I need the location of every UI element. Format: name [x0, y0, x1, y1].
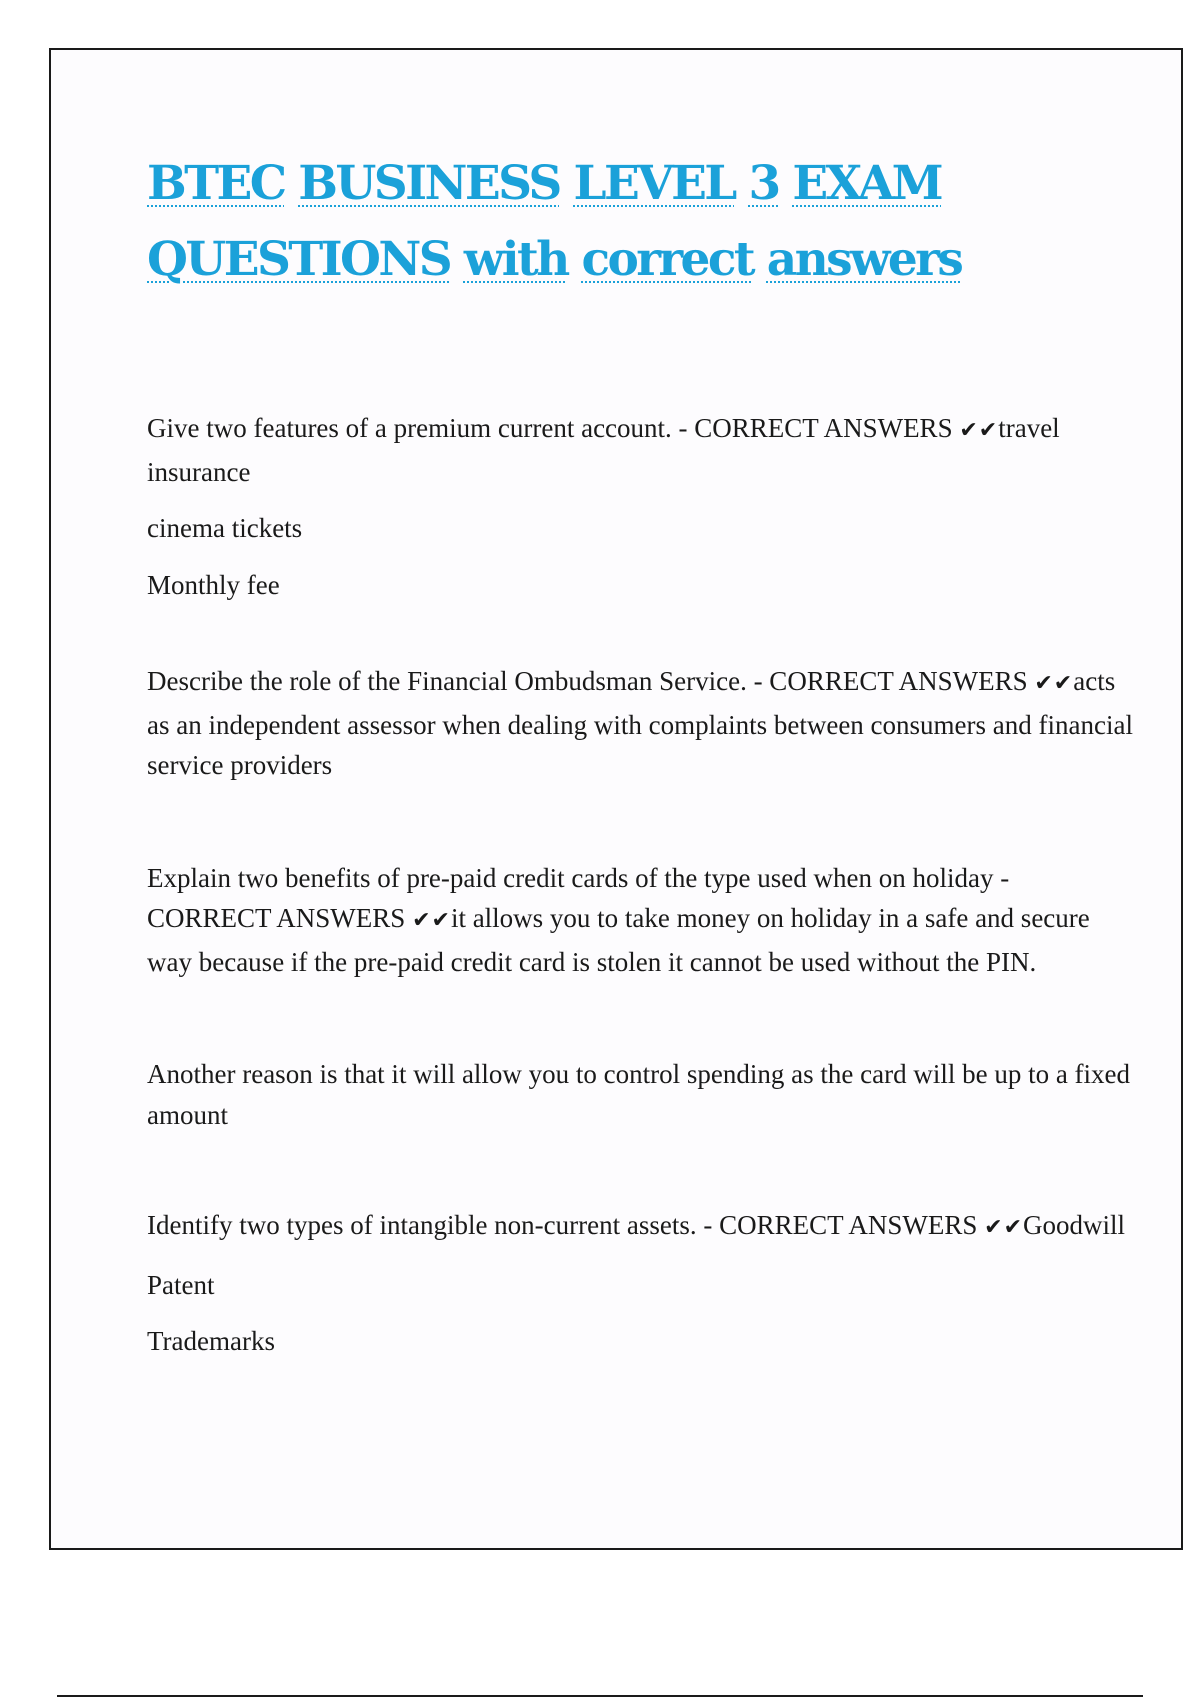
- title-word: BTEC: [147, 156, 285, 211]
- title-word: 3: [748, 156, 779, 211]
- answer-text: travel insurance: [147, 413, 1060, 487]
- question-text: Identify two types of intangible non-current assets. - CORRECT ANSWERS: [147, 1210, 978, 1240]
- answer-text: acts as an independent assessor when dealing with complaints between consumers and financial service providers: [147, 666, 1133, 780]
- double-check-icon: ✔✔: [984, 1215, 1024, 1240]
- answer-extra-line: Monthly fee: [147, 569, 280, 600]
- document-content: [147, 146, 1137, 1362]
- qa-item: [147, 661, 1137, 786]
- answer-text: Goodwill: [1023, 1210, 1126, 1240]
- qa-item: [147, 858, 1137, 983]
- question-text: Explain two benefits of pre-paid credit cards of the type used when on holiday - CORRECT ANSWERS: [147, 862, 1010, 933]
- qa-text: [147, 1205, 1137, 1249]
- title-word: answers: [766, 232, 962, 287]
- qa-text: [147, 858, 1137, 983]
- title-word: correct: [581, 232, 753, 287]
- answer-extra-line: cinema tickets: [147, 513, 303, 543]
- answer-extra-line: Trademarks: [147, 1326, 275, 1356]
- qa-item: [147, 408, 1137, 605]
- title-word: QUESTIONS: [147, 232, 451, 287]
- next-page-edge: [57, 1695, 1143, 1697]
- qa-text: [147, 661, 1137, 786]
- qa-text: [147, 408, 1137, 492]
- continuation-text: Another reason is that it will allow you to control spending as the card will be up to a fixed amount: [147, 1059, 1131, 1130]
- qa-list: [147, 408, 1137, 1362]
- title-word: BUSINESS: [298, 156, 560, 211]
- answer-text: it allows you to take money on holiday in a safe and secure way because if the pre-paid credit card is stolen it cannot be used without the PIN.: [147, 903, 1090, 977]
- document-page: [49, 48, 1183, 1550]
- double-check-icon: ✔✔: [959, 418, 999, 443]
- double-check-icon: ✔✔: [412, 908, 451, 933]
- answer-extra-line: Patent: [147, 1269, 215, 1300]
- qa-item: [147, 1054, 1137, 1135]
- double-check-icon: ✔✔: [1034, 671, 1074, 696]
- title-word: EXAM: [792, 156, 942, 211]
- title-word: LEVEL: [573, 156, 735, 211]
- title-word: with: [463, 232, 568, 287]
- question-text: Give two features of a premium current account. - CORRECT ANSWERS: [147, 413, 953, 443]
- document-title[interactable]: [147, 146, 1137, 298]
- qa-item: [147, 1205, 1137, 1362]
- question-text: Describe the role of the Financial Ombudsman Service. - CORRECT ANSWERS: [147, 666, 1028, 696]
